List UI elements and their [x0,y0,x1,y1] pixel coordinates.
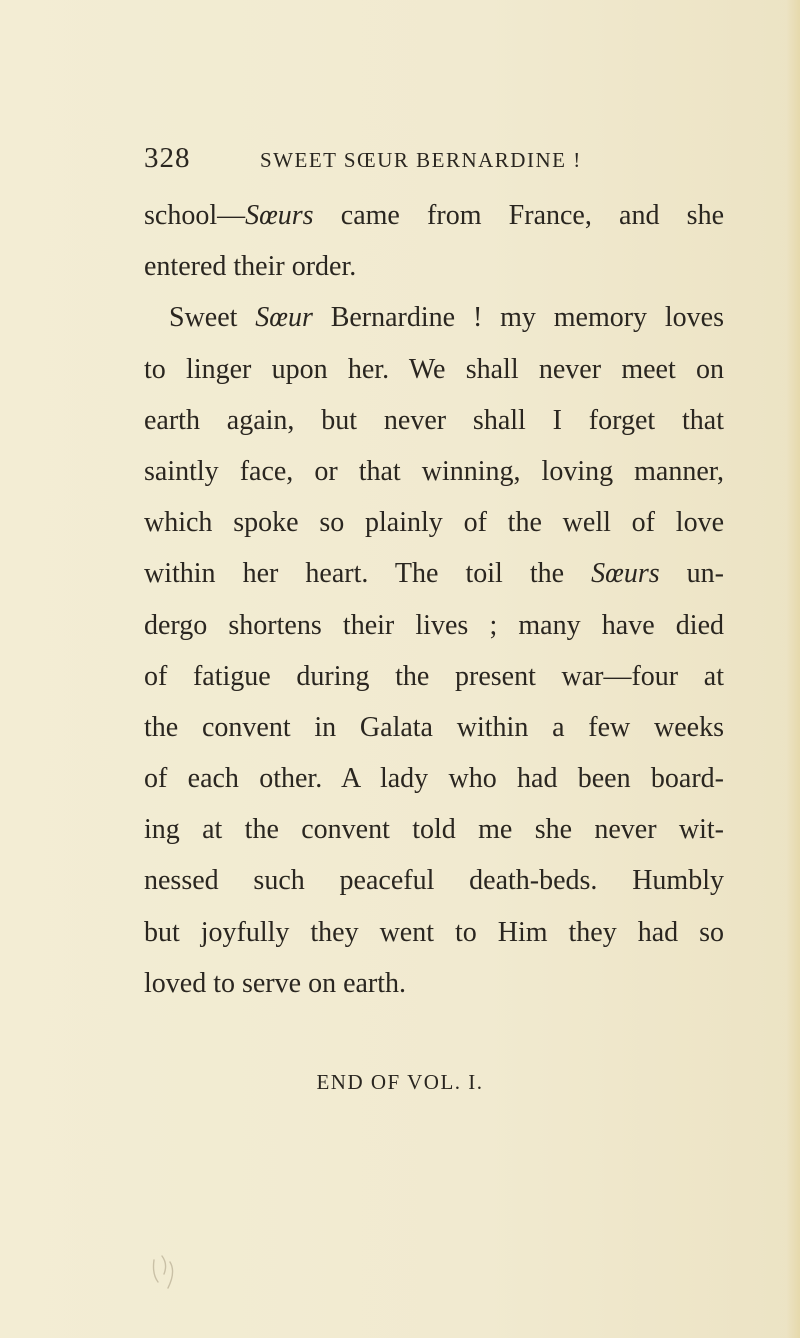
text-line: but joyfully they went to Him they had so [144,916,724,948]
page-edge-shadow [786,0,800,1338]
text-line: to linger upon her. We shall never meet on [144,353,724,385]
text-line: earth again, but never shall I forget that [144,404,724,436]
text-line: entered their order. [144,251,357,283]
text-line: of each other. A lady who had been board- [144,763,724,795]
text-line: dergo shortens their lives ; many have died [144,609,724,641]
pencil-mark-icon [148,1252,184,1296]
body-text [144,190,724,1009]
text-line: ing at the convent told me she never wit- [144,814,724,846]
text-line: loved to serve on earth. [144,967,407,999]
page-number: 328 [144,142,191,174]
text-line: the convent in Galata within a few weeks [144,711,724,743]
text-line: saintly face, or that winning, loving manner, [144,455,724,487]
text-line: nessed such peaceful death-beds. Humbly [144,865,724,897]
page-header [144,142,704,182]
text-line: Sweet Sœur Bernardine ! my memory loves [169,302,724,334]
text-line: which spoke so plainly of the well of love [144,507,724,539]
running-head: SWEET SŒUR BERNARDINE ! [260,148,582,172]
text-line: of fatigue during the present war—four at [144,660,724,692]
text-line: school—Sœurs came from France, and she [144,200,724,231]
end-of-volume-note: END OF VOL. I. [316,1070,484,1094]
text-line: within her heart. The toil the Sœurs un- [144,558,725,590]
